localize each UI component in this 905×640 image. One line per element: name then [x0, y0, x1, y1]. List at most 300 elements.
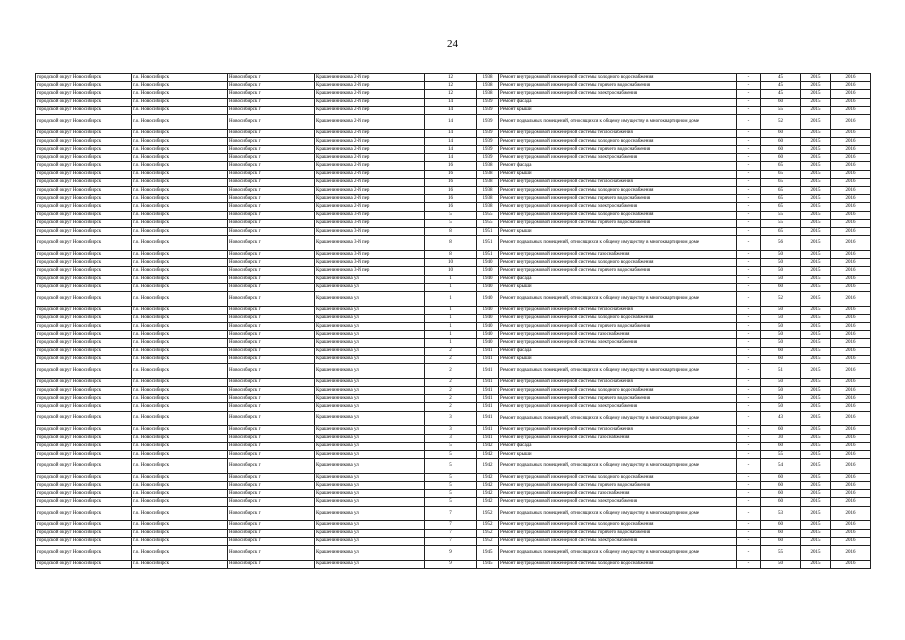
dash-cell: -	[737, 306, 761, 314]
dash-cell: -	[737, 364, 761, 379]
municipality-cell: городской округ Новосибирск	[36, 211, 132, 219]
city-cell: Новосибирск г	[228, 219, 315, 227]
dash-cell: -	[737, 506, 761, 521]
work-type-cell: Ремонт внутридомовой инженерной системы горячего водоснабжения	[499, 395, 737, 403]
municipality-cell: городской округ Новосибирск	[36, 426, 132, 434]
value-cell: 65	[761, 162, 801, 170]
street-cell: Крашенинникова ул	[315, 395, 425, 403]
work-type-cell: Ремонт подвальных помещений, относящихся к общему имуществу в многоквартирном доме	[499, 459, 737, 474]
street-cell: Крашенинникова ул	[315, 560, 425, 568]
city-cell: Новосибирск г	[228, 250, 315, 258]
build-year-cell: 1938	[477, 203, 499, 211]
settlement-cell: г.о. Новосибирск	[132, 82, 228, 90]
table-row	[36, 114, 871, 129]
street-cell: Крашенинникова 3-й пер	[315, 236, 425, 251]
municipality-cell: городской округ Новосибирск	[36, 306, 132, 314]
settlement-cell: г.о. Новосибирск	[132, 323, 228, 331]
house-number-cell: 14	[425, 146, 477, 154]
build-year-cell: 1941	[477, 387, 499, 395]
house-number-cell: 14	[425, 129, 477, 137]
year-end-cell: 2016	[831, 170, 871, 178]
settlement-cell: г.о. Новосибирск	[132, 178, 228, 186]
table-body	[36, 74, 871, 569]
house-number-cell: 3	[425, 434, 477, 442]
city-cell: Новосибирск г	[228, 114, 315, 129]
year-start-cell: 2015	[801, 170, 831, 178]
year-start-cell: 2015	[801, 106, 831, 114]
house-number-cell: 1	[425, 306, 477, 314]
year-end-cell: 2016	[831, 323, 871, 331]
year-start-cell: 2015	[801, 459, 831, 474]
year-end-cell: 2016	[831, 331, 871, 339]
street-cell: Крашенинникова ул	[315, 306, 425, 314]
value-cell: 60	[761, 146, 801, 154]
year-start-cell: 2015	[801, 98, 831, 106]
house-number-cell: 16	[425, 162, 477, 170]
city-cell: Новосибирск г	[228, 146, 315, 154]
house-number-cell: 2	[425, 355, 477, 363]
table-row	[36, 506, 871, 521]
build-year-cell: 1939	[477, 146, 499, 154]
work-type-cell: Ремонт подвальных помещений, относящихся к общему имуществу в многоквартирном доме	[499, 411, 737, 426]
table-row	[36, 355, 871, 363]
work-type-cell: Ремонт подвальных помещений, относящихся к общему имуществу в многоквартирном доме	[499, 506, 737, 521]
build-year-cell: 1938	[477, 170, 499, 178]
value-cell: 60	[761, 129, 801, 137]
street-cell: Крашенинникова ул	[315, 434, 425, 442]
street-cell: Крашенинникова ул	[315, 473, 425, 481]
settlement-cell: г.о. Новосибирск	[132, 347, 228, 355]
municipality-cell: городской округ Новосибирск	[36, 195, 132, 203]
build-year-cell: 1952	[477, 529, 499, 537]
municipality-cell: городской округ Новосибирск	[36, 529, 132, 537]
settlement-cell: г.о. Новосибирск	[132, 74, 228, 82]
value-cell: 60	[761, 537, 801, 545]
build-year-cell: 1939	[477, 106, 499, 114]
value-cell: 55	[761, 219, 801, 227]
municipality-cell: городской округ Новосибирск	[36, 473, 132, 481]
house-number-cell: 2	[425, 395, 477, 403]
settlement-cell: г.о. Новосибирск	[132, 154, 228, 162]
year-end-cell: 2016	[831, 537, 871, 545]
year-start-cell: 2015	[801, 146, 831, 154]
dash-cell: -	[737, 178, 761, 186]
value-cell: 60	[761, 442, 801, 450]
work-type-cell: Ремонт крыши	[499, 450, 737, 458]
street-cell: Крашенинникова 2-й пер	[315, 74, 425, 82]
year-end-cell: 2016	[831, 403, 871, 411]
work-type-cell: Ремонт внутридомовой инженерной системы горячего водоснабжения	[499, 323, 737, 331]
house-number-cell: 7	[425, 506, 477, 521]
municipality-cell: городской округ Новосибирск	[36, 275, 132, 283]
dash-cell: -	[737, 275, 761, 283]
city-cell: Новосибирск г	[228, 347, 315, 355]
street-cell: Крашенинникова ул	[315, 521, 425, 529]
build-year-cell: 1940	[477, 291, 499, 306]
settlement-cell: г.о. Новосибирск	[132, 211, 228, 219]
house-number-cell: 8	[425, 227, 477, 235]
dash-cell: -	[737, 473, 761, 481]
street-cell: Крашенинникова 2-й пер	[315, 137, 425, 145]
settlement-cell: г.о. Новосибирск	[132, 106, 228, 114]
value-cell: 50	[761, 331, 801, 339]
year-start-cell: 2015	[801, 306, 831, 314]
house-number-cell: 16	[425, 187, 477, 195]
street-cell: Крашенинникова 3-й пер	[315, 219, 425, 227]
dash-cell: -	[737, 211, 761, 219]
table-row	[36, 82, 871, 90]
year-end-cell: 2016	[831, 275, 871, 283]
table-row	[36, 195, 871, 203]
municipality-cell: городской округ Новосибирск	[36, 403, 132, 411]
city-cell: Новосибирск г	[228, 291, 315, 306]
work-type-cell: Ремонт внутридомовой инженерной системы холодного водоснабжения	[499, 187, 737, 195]
value-cell: 65	[761, 178, 801, 186]
settlement-cell: г.о. Новосибирск	[132, 236, 228, 251]
year-end-cell: 2016	[831, 355, 871, 363]
house-number-cell: 14	[425, 114, 477, 129]
house-number-cell: 5	[425, 219, 477, 227]
value-cell: 50	[761, 314, 801, 322]
dash-cell: -	[737, 482, 761, 490]
year-start-cell: 2015	[801, 529, 831, 537]
year-start-cell: 2015	[801, 560, 831, 568]
city-cell: Новосибирск г	[228, 411, 315, 426]
work-type-cell: Ремонт подвальных помещений, относящихся к общему имуществу в многоквартирном доме	[499, 364, 737, 379]
build-year-cell: 1939	[477, 114, 499, 129]
year-start-cell: 2015	[801, 219, 831, 227]
work-type-cell: Ремонт внутридомовой инженерной системы холодного водоснабжения	[499, 387, 737, 395]
build-year-cell: 1951	[477, 250, 499, 258]
municipality-cell: городской округ Новосибирск	[36, 355, 132, 363]
settlement-cell: г.о. Новосибирск	[132, 162, 228, 170]
street-cell: Крашенинникова ул	[315, 529, 425, 537]
city-cell: Новосибирск г	[228, 498, 315, 506]
table-row	[36, 347, 871, 355]
street-cell: Крашенинникова 2-й пер	[315, 178, 425, 186]
city-cell: Новосибирск г	[228, 506, 315, 521]
city-cell: Новосибирск г	[228, 106, 315, 114]
dash-cell: -	[737, 434, 761, 442]
build-year-cell: 1938	[477, 74, 499, 82]
settlement-cell: г.о. Новосибирск	[132, 537, 228, 545]
city-cell: Новосибирск г	[228, 211, 315, 219]
table-row	[36, 387, 871, 395]
value-cell: 60	[761, 98, 801, 106]
value-cell: 60	[761, 347, 801, 355]
municipality-cell: городской округ Новосибирск	[36, 106, 132, 114]
street-cell: Крашенинникова ул	[315, 411, 425, 426]
table-row	[36, 283, 871, 291]
house-number-cell: 9	[425, 560, 477, 568]
city-cell: Новосибирск г	[228, 259, 315, 267]
settlement-cell: г.о. Новосибирск	[132, 306, 228, 314]
table-row	[36, 275, 871, 283]
table-row	[36, 339, 871, 347]
year-end-cell: 2016	[831, 473, 871, 481]
work-type-cell: Ремонт внутридомовой инженерной системы холодного водоснабжения	[499, 473, 737, 481]
table-row	[36, 490, 871, 498]
municipality-cell: городской округ Новосибирск	[36, 250, 132, 258]
work-type-cell: Ремонт внутридомовой инженерной системы электроснабжения	[499, 203, 737, 211]
house-number-cell: 2	[425, 387, 477, 395]
house-number-cell: 1	[425, 291, 477, 306]
settlement-cell: г.о. Новосибирск	[132, 395, 228, 403]
table-row	[36, 323, 871, 331]
house-number-cell: 5	[425, 490, 477, 498]
city-cell: Новосибирск г	[228, 129, 315, 137]
value-cell: 60	[761, 154, 801, 162]
year-end-cell: 2016	[831, 106, 871, 114]
year-start-cell: 2015	[801, 347, 831, 355]
build-year-cell: 1941	[477, 347, 499, 355]
house-number-cell: 2	[425, 403, 477, 411]
city-cell: Новосибирск г	[228, 529, 315, 537]
year-start-cell: 2015	[801, 203, 831, 211]
year-end-cell: 2016	[831, 347, 871, 355]
municipality-cell: городской округ Новосибирск	[36, 146, 132, 154]
settlement-cell: г.о. Новосибирск	[132, 275, 228, 283]
settlement-cell: г.о. Новосибирск	[132, 227, 228, 235]
house-number-cell: 7	[425, 521, 477, 529]
city-cell: Новосибирск г	[228, 236, 315, 251]
house-number-cell: 14	[425, 154, 477, 162]
table-row	[36, 306, 871, 314]
dash-cell: -	[737, 537, 761, 545]
year-start-cell: 2015	[801, 506, 831, 521]
year-end-cell: 2016	[831, 482, 871, 490]
table-row	[36, 154, 871, 162]
build-year-cell: 1941	[477, 403, 499, 411]
dash-cell: -	[737, 459, 761, 474]
house-number-cell: 16	[425, 178, 477, 186]
year-start-cell: 2015	[801, 267, 831, 275]
year-end-cell: 2016	[831, 378, 871, 386]
dash-cell: -	[737, 227, 761, 235]
work-type-cell: Ремонт внутридомовой инженерной системы электроснабжения	[499, 537, 737, 545]
work-type-cell: Ремонт внутридомовой инженерной системы электроснабжения	[499, 403, 737, 411]
work-type-cell: Ремонт крыши	[499, 170, 737, 178]
street-cell: Крашенинникова ул	[315, 546, 425, 561]
year-end-cell: 2016	[831, 434, 871, 442]
build-year-cell: 1938	[477, 162, 499, 170]
street-cell: Крашенинникова 2-й пер	[315, 187, 425, 195]
year-start-cell: 2015	[801, 137, 831, 145]
city-cell: Новосибирск г	[228, 82, 315, 90]
dash-cell: -	[737, 521, 761, 529]
build-year-cell: 1941	[477, 378, 499, 386]
build-year-cell: 1951	[477, 227, 499, 235]
year-end-cell: 2016	[831, 195, 871, 203]
table-row	[36, 259, 871, 267]
work-type-cell: Ремонт внутридомовой инженерной системы газоснабжения	[499, 331, 737, 339]
settlement-cell: г.о. Новосибирск	[132, 339, 228, 347]
street-cell: Крашенинникова ул	[315, 459, 425, 474]
street-cell: Крашенинникова 3-й пер	[315, 250, 425, 258]
year-end-cell: 2016	[831, 162, 871, 170]
value-cell: 60	[761, 355, 801, 363]
year-end-cell: 2016	[831, 178, 871, 186]
year-end-cell: 2016	[831, 546, 871, 561]
year-start-cell: 2015	[801, 314, 831, 322]
city-cell: Новосибирск г	[228, 450, 315, 458]
work-type-cell: Ремонт подвальных помещений, относящихся к общему имуществу в многоквартирном доме	[499, 114, 737, 129]
value-cell: 50	[761, 267, 801, 275]
year-end-cell: 2016	[831, 339, 871, 347]
dash-cell: -	[737, 106, 761, 114]
house-number-cell: 14	[425, 137, 477, 145]
municipality-cell: городской округ Новосибирск	[36, 459, 132, 474]
year-end-cell: 2016	[831, 506, 871, 521]
build-year-cell: 1941	[477, 395, 499, 403]
work-type-cell: Ремонт внутридомовой инженерной системы электроснабжения	[499, 339, 737, 347]
municipality-cell: городской округ Новосибирск	[36, 178, 132, 186]
value-cell: 50	[761, 339, 801, 347]
build-year-cell: 1955	[477, 211, 499, 219]
build-year-cell: 1941	[477, 364, 499, 379]
repair-schedule-table	[35, 73, 871, 569]
city-cell: Новосибирск г	[228, 195, 315, 203]
year-start-cell: 2015	[801, 490, 831, 498]
house-number-cell: 12	[425, 90, 477, 98]
city-cell: Новосибирск г	[228, 314, 315, 322]
dash-cell: -	[737, 74, 761, 82]
house-number-cell: 2	[425, 378, 477, 386]
value-cell: 50	[761, 387, 801, 395]
street-cell: Крашенинникова 2-й пер	[315, 114, 425, 129]
settlement-cell: г.о. Новосибирск	[132, 267, 228, 275]
year-end-cell: 2016	[831, 364, 871, 379]
house-number-cell: 7	[425, 537, 477, 545]
street-cell: Крашенинникова ул	[315, 442, 425, 450]
house-number-cell: 7	[425, 529, 477, 537]
table-row	[36, 395, 871, 403]
year-end-cell: 2016	[831, 236, 871, 251]
year-end-cell: 2016	[831, 211, 871, 219]
year-end-cell: 2016	[831, 395, 871, 403]
dash-cell: -	[737, 378, 761, 386]
build-year-cell: 1942	[477, 442, 499, 450]
municipality-cell: городской округ Новосибирск	[36, 364, 132, 379]
value-cell: 65	[761, 187, 801, 195]
city-cell: Новосибирск г	[228, 546, 315, 561]
city-cell: Новосибирск г	[228, 306, 315, 314]
city-cell: Новосибирск г	[228, 395, 315, 403]
house-number-cell: 16	[425, 203, 477, 211]
dash-cell: -	[737, 546, 761, 561]
municipality-cell: городской округ Новосибирск	[36, 82, 132, 90]
house-number-cell: 5	[425, 442, 477, 450]
settlement-cell: г.о. Новосибирск	[132, 137, 228, 145]
table-row	[36, 146, 871, 154]
house-number-cell: 9	[425, 546, 477, 561]
settlement-cell: г.о. Новосибирск	[132, 442, 228, 450]
settlement-cell: г.о. Новосибирск	[132, 498, 228, 506]
value-cell: 60	[761, 498, 801, 506]
work-type-cell: Ремонт фасада	[499, 442, 737, 450]
work-type-cell: Ремонт внутридомовой инженерной системы холодного водоснабжения	[499, 259, 737, 267]
year-end-cell: 2016	[831, 137, 871, 145]
settlement-cell: г.о. Новосибирск	[132, 378, 228, 386]
year-end-cell: 2016	[831, 459, 871, 474]
year-end-cell: 2016	[831, 426, 871, 434]
work-type-cell: Ремонт подвальных помещений, относящихся к общему имуществу в многоквартирном доме	[499, 236, 737, 251]
street-cell: Крашенинникова ул	[315, 387, 425, 395]
dash-cell: -	[737, 323, 761, 331]
municipality-cell: городской округ Новосибирск	[36, 98, 132, 106]
street-cell: Крашенинникова 2-й пер	[315, 154, 425, 162]
table-row	[36, 227, 871, 235]
value-cell: 65	[761, 170, 801, 178]
municipality-cell: городской округ Новосибирск	[36, 490, 132, 498]
municipality-cell: городской округ Новосибирск	[36, 227, 132, 235]
settlement-cell: г.о. Новосибирск	[132, 283, 228, 291]
house-number-cell: 2	[425, 347, 477, 355]
municipality-cell: городской округ Новосибирск	[36, 498, 132, 506]
settlement-cell: г.о. Новосибирск	[132, 291, 228, 306]
street-cell: Крашенинникова 3-й пер	[315, 259, 425, 267]
street-cell: Крашенинникова 3-й пер	[315, 267, 425, 275]
house-number-cell: 3	[425, 411, 477, 426]
street-cell: Крашенинникова ул	[315, 331, 425, 339]
year-end-cell: 2016	[831, 283, 871, 291]
work-type-cell: Ремонт внутридомовой инженерной системы холодного водоснабжения	[499, 137, 737, 145]
dash-cell: -	[737, 90, 761, 98]
year-start-cell: 2015	[801, 378, 831, 386]
work-type-cell: Ремонт внутридомовой инженерной системы холодного водоснабжения	[499, 74, 737, 82]
value-cell: 50	[761, 378, 801, 386]
municipality-cell: городской округ Новосибирск	[36, 259, 132, 267]
settlement-cell: г.о. Новосибирск	[132, 314, 228, 322]
municipality-cell: городской округ Новосибирск	[36, 154, 132, 162]
work-type-cell: Ремонт фасада	[499, 275, 737, 283]
build-year-cell: 1940	[477, 339, 499, 347]
year-end-cell: 2016	[831, 74, 871, 82]
street-cell: Крашенинникова ул	[315, 323, 425, 331]
municipality-cell: городской округ Новосибирск	[36, 114, 132, 129]
house-number-cell: 1	[425, 283, 477, 291]
year-start-cell: 2015	[801, 434, 831, 442]
city-cell: Новосибирск г	[228, 283, 315, 291]
value-cell: 60	[761, 473, 801, 481]
municipality-cell: городской округ Новосибирск	[36, 560, 132, 568]
table-row	[36, 170, 871, 178]
year-start-cell: 2015	[801, 250, 831, 258]
house-number-cell: 12	[425, 82, 477, 90]
settlement-cell: г.о. Новосибирск	[132, 355, 228, 363]
table-row	[36, 90, 871, 98]
dash-cell: -	[737, 411, 761, 426]
year-end-cell: 2016	[831, 306, 871, 314]
year-start-cell: 2015	[801, 187, 831, 195]
street-cell: Крашенинникова 2-й пер	[315, 162, 425, 170]
build-year-cell: 1939	[477, 98, 499, 106]
settlement-cell: г.о. Новосибирск	[132, 259, 228, 267]
value-cell: 43	[761, 411, 801, 426]
table-row	[36, 211, 871, 219]
year-start-cell: 2015	[801, 259, 831, 267]
settlement-cell: г.о. Новосибирск	[132, 387, 228, 395]
municipality-cell: городской округ Новосибирск	[36, 411, 132, 426]
house-number-cell: 5	[425, 473, 477, 481]
work-type-cell: Ремонт внутридомовой инженерной системы горячего водоснабжения	[499, 529, 737, 537]
settlement-cell: г.о. Новосибирск	[132, 250, 228, 258]
municipality-cell: городской округ Новосибирск	[36, 90, 132, 98]
value-cell: 50	[761, 403, 801, 411]
value-cell: 65	[761, 203, 801, 211]
year-end-cell: 2016	[831, 490, 871, 498]
year-start-cell: 2015	[801, 442, 831, 450]
